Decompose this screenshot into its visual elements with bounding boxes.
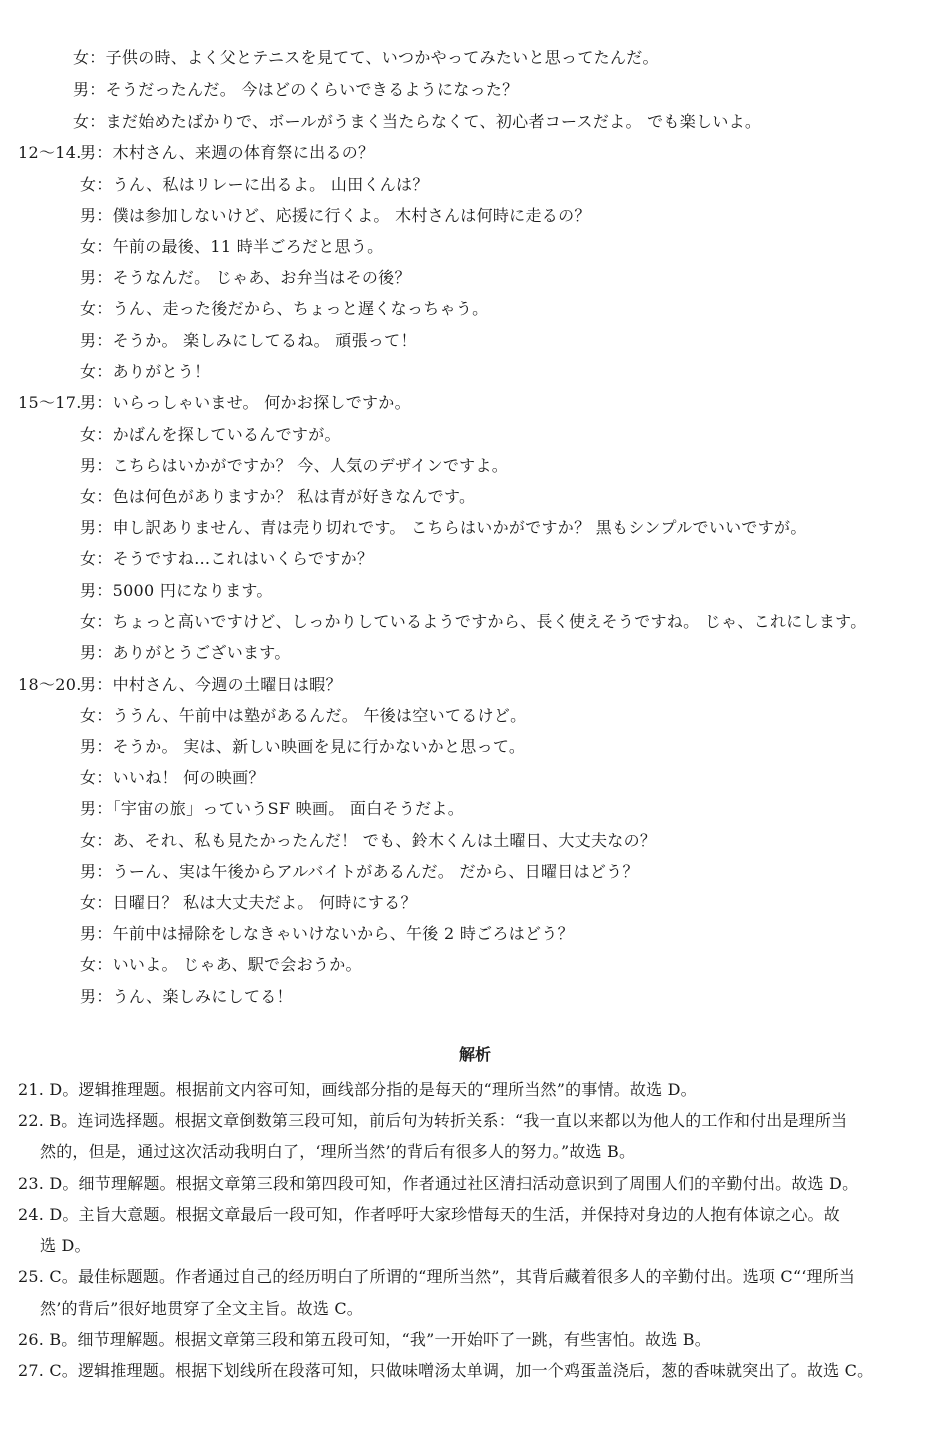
question-number: 15～17. bbox=[18, 393, 82, 412]
dialogue-line: 男：午前中は掃除をしなきゃいけないから、午後 2 時ごろはどう？ bbox=[80, 924, 574, 943]
dialogue-line: 男：僕は参加しないけど、応援に行くよ。 木村さんは何時に走るの？ bbox=[80, 206, 591, 225]
dialogue-line: 男：そうか。 楽しみにしてるね。 頑張って！ bbox=[80, 331, 417, 350]
analysis-line: 然’的背后”很好地贯穿了全文主旨。故选 C。 bbox=[40, 1299, 363, 1318]
dialogue-line: 女：ううん、午前中は塾があるんだ。 午後は空いてるけど。 bbox=[80, 706, 527, 725]
dialogue-line: 男：いらっしゃいませ。 何かお探しですか。 bbox=[80, 393, 411, 412]
analysis-line: 26. B。细节理解题。根据文章第三段和第五段可知，“我”一开始吓了一跳，有些害怕。故选 B。 bbox=[18, 1330, 711, 1349]
dialogue-line: 女：かばんを探しているんですが。 bbox=[80, 425, 341, 444]
dialogue-line: 男：ありがとうございます。 bbox=[80, 643, 291, 662]
dialogue-line: 男：そうか。 実は、新しい映画を見に行かないかと思って。 bbox=[80, 737, 526, 756]
dialogue-line: 女：うん、走った後だから、ちょっと遅くなっちゃう。 bbox=[80, 299, 489, 318]
dialogue-line: 男：こちらはいかがですか？ 今、人気のデザインですよ。 bbox=[80, 456, 509, 475]
dialogue-line: 男：「宇宙の旅」っていうSF 映画。 面白そうだよ。 bbox=[80, 799, 465, 818]
dialogue-line: 女：色は何色がありますか？ 私は青が好きなんです。 bbox=[80, 487, 476, 506]
dialogue-line: 女：子供の時、よく父とテニスを見てて、いつかやってみたいと思ってたんだ。 bbox=[73, 48, 659, 67]
dialogue-line: 女：午前の最後、11 時半ごろだと思う。 bbox=[80, 237, 384, 256]
dialogue-line: 男：木村さん、来週の体育祭に出るの？ bbox=[80, 143, 375, 162]
dialogue-line: 男：うーん、実は午後からアルバイトがあるんだ。 だから、日曜日はどう？ bbox=[80, 862, 639, 881]
dialogue-line: 女：あ、それ、私も見たかったんだ！ でも、鈴木くんは土曜日、大丈夫なの？ bbox=[80, 831, 657, 850]
dialogue-line: 男：5000 円になります。 bbox=[80, 581, 273, 600]
dialogue-line: 男：うん、楽しみにしてる！ bbox=[80, 987, 293, 1006]
dialogue-line: 女：そうですね…これはいくらですか？ bbox=[80, 549, 374, 568]
question-number: 18～20. bbox=[18, 675, 82, 694]
analysis-line: 然的，但是，通过这次活动我明白了，‘理所当然’的背后有很多人的努力。”故选 B。 bbox=[40, 1142, 636, 1161]
dialogue-line: 女：うん、私はリレーに出るよ。 山田くんは？ bbox=[80, 175, 429, 194]
analysis-heading: 解析 bbox=[458, 1045, 491, 1064]
dialogue-line: 女：日曜日？ 私は大丈夫だよ。 何時にする？ bbox=[80, 893, 417, 912]
dialogue-line: 女：ありがとう！ bbox=[80, 362, 211, 381]
question-number: 12～14. bbox=[18, 143, 82, 162]
analysis-line: 25. C。最佳标题题。作者通过自己的经历明白了所谓的“理所当然”，其背后藏着很多人的辛勤付出。选项 C“‘理所当 bbox=[18, 1267, 856, 1286]
analysis-line: 27. C。逻辑推理题。根据下划线所在段落可知，只做味噌汤太单调，加一个鸡蛋盖浇后，葱的香味就突出了。故选 C。 bbox=[18, 1361, 874, 1380]
analysis-line: 选 D。 bbox=[40, 1236, 91, 1255]
dialogue-line: 男：そうなんだ。 じゃあ、お弁当はその後？ bbox=[80, 268, 411, 287]
dialogue-line: 男：そうだったんだ。 今はどのくらいできるようになった？ bbox=[73, 80, 519, 99]
analysis-line: 24. D。主旨大意题。根据文章最后一段可知，作者呼吁大家珍惜每天的生活，并保持对身边的人抱有体谅之心。故 bbox=[18, 1205, 840, 1224]
dialogue-line: 女：いいよ。 じゃあ、駅で会おうか。 bbox=[80, 955, 362, 974]
dialogue-line: 男：中村さん、今週の土曜日は暇？ bbox=[80, 675, 342, 694]
analysis-line: 22. B。连词选择题。根据文章倒数第三段可知，前后句为转折关系：“我一直以来都以为他人的工作和付出是理所当 bbox=[18, 1111, 848, 1130]
dialogue-line: 女：まだ始めたばかりで、ボールがうまく当たらなくて、初心者コースだよ。 でも楽しいよ。 bbox=[73, 112, 762, 131]
dialogue-line: 男：申し訳ありません、青は売り切れです。 こちらはいかがですか？ 黒もシンプルでいいですが。 bbox=[80, 518, 807, 537]
analysis-line: 21. D。逻辑推理题。根据前文内容可知，画线部分指的是每天的“理所当然”的事情。故选 D。 bbox=[18, 1080, 697, 1099]
dialogue-line: 女：ちょっと高いですけど、しっかりしているようですから、長く使えそうですね。 じゃ、これにします。 bbox=[80, 612, 867, 631]
analysis-line: 23. D。细节理解题。根据文章第三段和第四段可知，作者通过社区清扫活动意识到了周围人们的辛勤付出。故选 D。 bbox=[18, 1174, 859, 1193]
dialogue-line: 女：いいね！ 何の映画？ bbox=[80, 768, 265, 787]
